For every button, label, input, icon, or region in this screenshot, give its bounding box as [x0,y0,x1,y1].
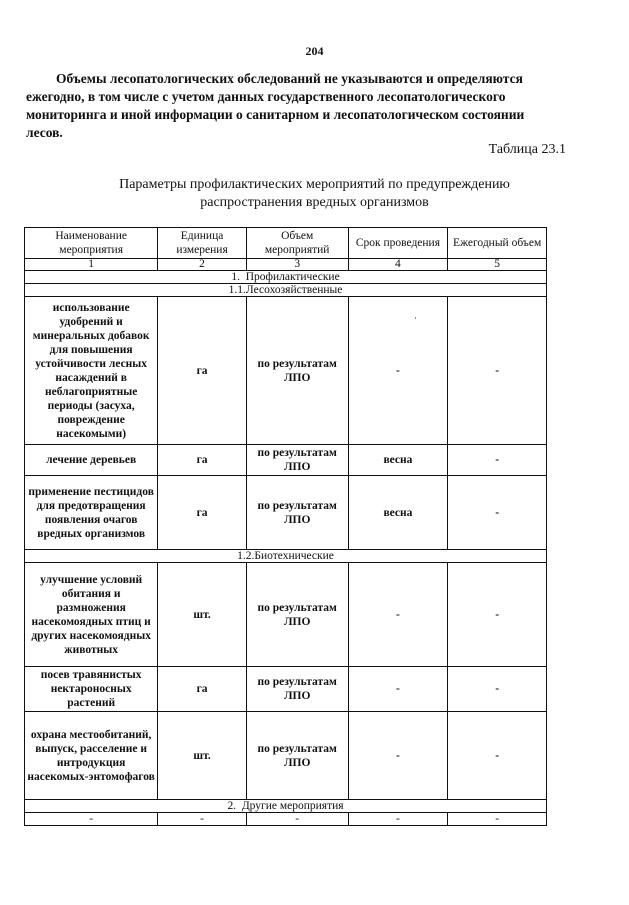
unit-cell: га [158,445,247,476]
annual-cell: - [448,476,547,550]
section-row [25,800,547,813]
empty-cell: - [246,813,348,826]
measure-name: применение пестицидов для предотвращения появления очагов вредных организмов [25,476,158,550]
table-title [0,176,629,212]
header-cell: Наименование мероприятия [25,228,158,259]
column-number: 1 [25,259,158,271]
table-row [25,712,547,800]
empty-cell: - [158,813,247,826]
term-cell: - [348,297,448,445]
column-number-row [25,259,547,271]
header-cell: Единица измерения [158,228,247,259]
table-row [25,563,547,667]
empty-cell: - [25,813,158,826]
term-cell: весна [348,476,448,550]
scan-speck: · [414,313,417,323]
table-title-line: Параметры профилактических мероприятий по предупреждению [119,177,510,192]
section-heading: 2. Другие мероприятия [25,800,547,813]
volume-cell: по результатам ЛПО [246,297,348,445]
section-row [25,271,547,284]
table-header-row [25,228,547,259]
intro-line: Объемы лесопатологических обследований не указываются и определяются [56,71,523,86]
table-title-line: распространения вредных организмов [200,195,429,210]
table-row [25,476,547,550]
table-row [25,445,547,476]
subsection-row [25,284,547,297]
unit-cell: шт. [158,712,247,800]
unit-cell: га [158,667,247,712]
unit-cell: шт. [158,563,247,667]
intro-line: лесов. [26,125,63,140]
term-cell: - [348,667,448,712]
measures-table [24,227,547,826]
subsection-heading: 1.1.Лесохозяйственные [25,284,547,297]
measure-name: лечение деревьев [25,445,158,476]
empty-cell: - [448,813,547,826]
term-cell: - [348,712,448,800]
column-number: 3 [246,259,348,271]
annual-cell: - [448,563,547,667]
header-cell: Срок проведения [348,228,448,259]
column-number: 2 [158,259,247,271]
table-row [25,667,547,712]
section-heading: 1. Профилактические [25,271,547,284]
subsection-heading: 1.2.Биотехнические [25,550,547,563]
table-row [25,813,547,826]
annual-cell: - [448,445,547,476]
measure-name: использование удобрений и минеральных добавок для повышения устойчивости лесных насаждений в неблагоприятные периоды (засуха, повреждение насекомыми) [25,297,158,445]
annual-cell: - [448,667,547,712]
volume-cell: по результатам ЛПО [246,712,348,800]
measure-name: охрана местообитаний, выпуск, расселение и интродукция насекомых-энтомофагов [25,712,158,800]
term-cell: весна [348,445,448,476]
volume-cell: по результатам ЛПО [246,476,348,550]
intro-line: ежегодно, в том числе с учетом данных государственного лесопатологического [26,89,506,104]
header-cell: Ежегодный объем [448,228,547,259]
intro-paragraph [26,70,563,142]
measure-name: посев травянистых нектароносных растений [25,667,158,712]
annual-cell: - [448,712,547,800]
page-number: 204 [305,44,324,58]
measure-name: улучшение условий обитания и размножения насекомоядных птиц и других насекомоядных животных [25,563,158,667]
column-number: 4 [348,259,448,271]
unit-cell: га [158,476,247,550]
annual-cell: - [448,297,547,445]
column-number: 5 [448,259,547,271]
term-cell: - [348,563,448,667]
table-caption: Таблица 23.1 [488,142,566,157]
volume-cell: по результатам ЛПО [246,563,348,667]
empty-cell: - [348,813,448,826]
table-row [25,297,547,445]
header-cell: Объем мероприятий [246,228,348,259]
unit-cell: га [158,297,247,445]
subsection-row [25,550,547,563]
volume-cell: по результатам ЛПО [246,667,348,712]
intro-line: мониторинга и иной информации о санитарном и лесопатологическом состоянии [26,107,525,122]
volume-cell: по результатам ЛПО [246,445,348,476]
